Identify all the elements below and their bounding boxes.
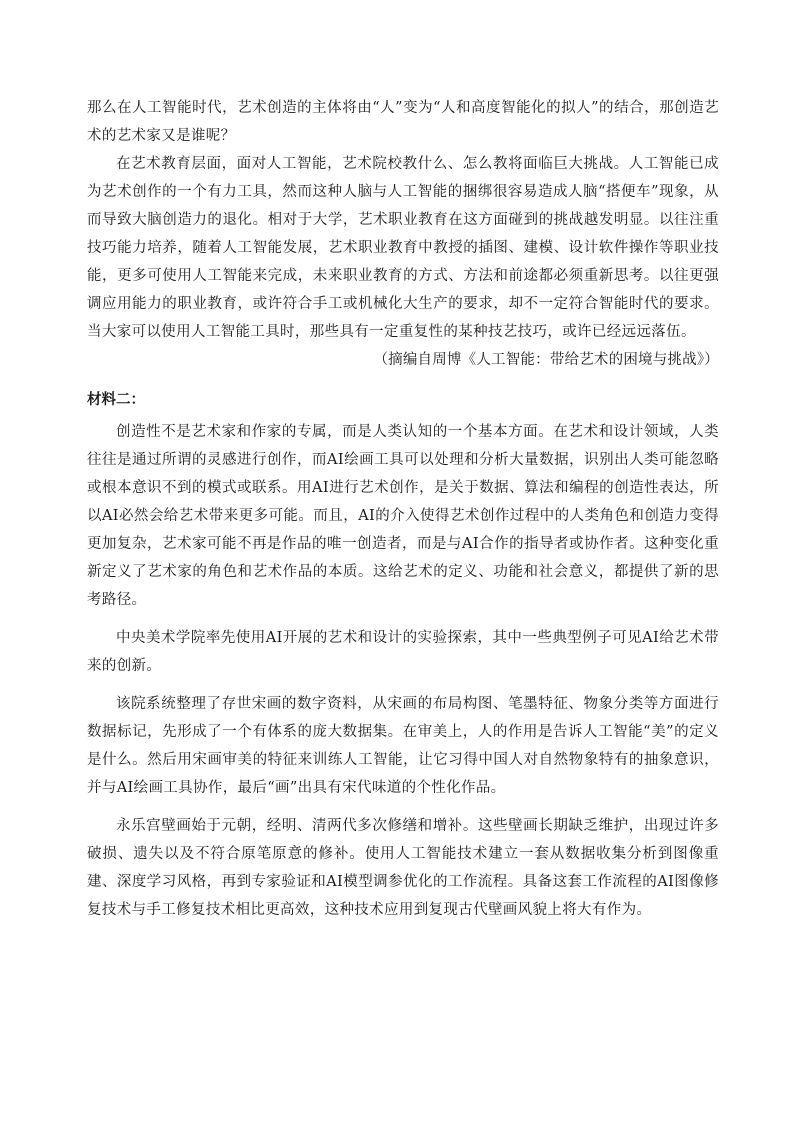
- paragraph-gap: [87, 680, 719, 690]
- paragraph-creativity: 创造性不是艺术家和作家的专属，而是人类认知的一个基本方面。在艺术和设计领域，人类往往是通过所谓的灵感进行创作，而AI绘画工具可以处理和分析大量数据，识别出人类可能忽略或根本意识不到的模式或联系。用AI进行艺术创作，是关于数据、算法和编程的创造性表达，所以AI必然会给艺术带来更多可能。而且，AI的介入使得艺术创作过程中的人类角色和创造力变得更加复杂，艺术家可能不再是作品的唯一创造者，而是与AI合作的指导者或协作者。这种变化重新定义了艺术家的角色和艺术作品的本质。这给艺术的定义、功能和社会意义，都提供了新的思考路径。: [87, 424, 719, 608]
- section-heading: 材料二：: [87, 392, 145, 408]
- paragraph-song-painting: 该院系统整理了存世宋画的数字资料，从宋画的布局构图、笔墨特征、物象分类等方面进行数据标记，先形成了一个有体系的庞大数据集。在审美上，人的作用是告诉人工智能“美”的定义是什么。然后用宋画审美的特征来训练人工智能，让它习得中国人对自然物象特有的抽象意识，并与AI绘画工具协作，最后“画”出具有宋代味道的个性化作品。: [87, 696, 719, 796]
- paragraph-gap: [87, 802, 719, 812]
- paragraph-art-education: 在艺术教育层面，面对人工智能，艺术院校教什么、怎么教将面临巨大挑战。人工智能已成为艺术创作的一个有力工具，然而这种人脑与人工智能的捆绑很容易造成人脑“搭便车”现象，从而导致大脑创造力的退化。相对于大学，艺术职业教育在这方面碰到的挑战越发明显。以往注重技巧能力培养，随着人工智能发展，艺术职业教育中教授的插图、建模、设计软件操作等职业技能，更多可使用人工智能来完成，未来职业教育的方式、方法和前途都必须重新思考。以往更强调应用能力的职业教育，或许符合手工或机械化大生产的要求，却不一定符合智能时代的要求。当大家可以使用人工智能工具时，那些具有一定重复性的某种技艺技巧，或许已经远远落伍。: [87, 156, 719, 340]
- paragraph-continued: 那么在人工智能时代，艺术创造的主体将由“人”变为“人和高度智能化的拟人”的结合，那创造艺术的艺术家又是谁呢？: [87, 100, 719, 144]
- source-citation: （摘编自周博《人工智能：带给艺术的困境与挑战》）: [373, 352, 719, 368]
- paragraph-yongle-murals: 永乐宫壁画始于元朝，经明、清两代多次修缮和增补。这些壁画长期缺乏维护，出现过许多破损、遗失以及不符合原笔原意的修补。使用人工智能技术建立一套从数据收集分析到图像重建、深度学习风格，再到专家验证和AI模型调参优化的工作流程。具备这套工作流程的AI图像修复技术与手工修复技术相比更高效，这种技术应用到复现古代壁画风貌上将大有作为。: [87, 818, 719, 918]
- paragraph-gap: [87, 614, 719, 624]
- paragraph-cafa-intro: 中央美术学院率先使用AI开展的艺术和设计的实验探索，其中一些典型例子可见AI给艺术带来的创新。: [87, 630, 719, 674]
- document-page: [87, 94, 719, 924]
